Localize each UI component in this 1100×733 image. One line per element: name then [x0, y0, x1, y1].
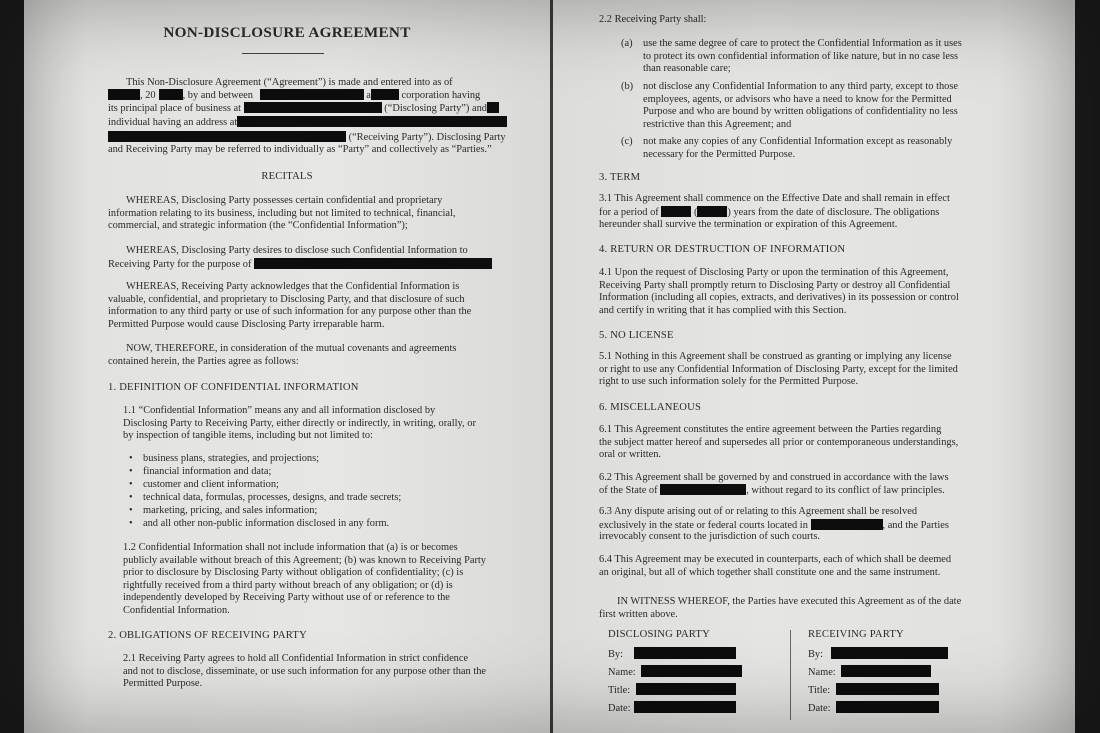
clause-1-1: 1.1 “Confidential Information” means any and all information disclosed by Disclosing Party to Receiving Party, either directly or indirectly, in writing, orally, or by inspection of tangible items, including but not limited to: — [123, 405, 476, 442]
disclosing-signature-block — [608, 629, 788, 719]
list-item: • financial information and data; — [123, 465, 401, 478]
clause-6-2-line-2: of the State of , without regard to its conflict of law principles. — [599, 485, 945, 496]
clause-2-2-b: (b) not disclose any Confidential Information to any third party, except to those employees, agents, or advisors who have a need to know for the Permitted Purpose and who are bound by written obligations of confidentiality no less restrictive than this Agreement; and — [621, 81, 959, 130]
clause-2-2-a: (a) use the same degree of care to protect the Confidential Information as it uses to protect its own confidential information of like nature, but in no case less than reasonable care; — [621, 38, 962, 75]
section-5-heading: 5. NO LICENSE — [599, 330, 674, 341]
now-therefore: NOW, THEREFORE, in consideration of the mutual covenants and agreements contained herein, the Parties agree as follows: — [108, 343, 457, 367]
whereas-2-line-2: Receiving Party for the purpose of — [108, 258, 492, 270]
sig-title-row: Title: — [808, 683, 988, 701]
whereas-2-line-1: WHEREAS, Disclosing Party desires to disclose such Confidential Information to — [126, 245, 468, 256]
redaction-signing-date[interactable] — [836, 701, 939, 713]
recitals-heading: RECITALS — [261, 171, 313, 182]
sig-date-row: Date: — [608, 701, 788, 719]
redaction-disclosing-address — [244, 102, 382, 113]
section-2-heading: 2. OBLIGATIONS OF RECEIVING PARTY — [108, 630, 307, 641]
redaction-permitted-purpose — [254, 258, 492, 269]
clause-2-2: 2.2 Receiving Party shall: — [599, 14, 707, 25]
receiving-party-label: RECEIVING PARTY — [808, 629, 904, 640]
redaction-term-number — [697, 206, 727, 217]
redaction-disclosing-name — [260, 89, 364, 100]
redaction-signature[interactable] — [634, 647, 736, 659]
redaction-signing-date[interactable] — [634, 701, 736, 713]
sig-name-row: Name: — [808, 665, 988, 683]
right-page — [553, 0, 1075, 733]
redaction-signer-title[interactable] — [836, 683, 939, 695]
clause-5-1: 5.1 Nothing in this Agreement shall be construed as granting or implying any license or right to use any Confidential Information of Disclosing Party, except for the limited right to use such information solely for the Permitted Purpose. — [599, 351, 958, 388]
preamble-line-1: This Non-Disclosure Agreement (“Agreement”) is made and entered into as of — [126, 77, 453, 88]
clause-2-2-c: (c) not make any copies of any Confidential Information except as reasonably necessary for the Permitted Purpose. — [621, 136, 953, 160]
sig-title-row: Title: — [608, 683, 788, 701]
section-6-heading: 6. MISCELLANEOUS — [599, 402, 702, 413]
list-item: • customer and client information; — [123, 478, 401, 491]
disclosing-party-label: DISCLOSING PARTY — [608, 629, 710, 640]
redaction-year — [159, 89, 183, 100]
list-item: • business plans, strategies, and projections; — [123, 452, 401, 465]
clause-6-1: 6.1 This Agreement constitutes the entire agreement between the Parties regarding the subject matter hereof and supersedes all prior or contemporaneous understandings, oral or written. — [599, 424, 959, 461]
clause-6-3-line-2: exclusively in the state or federal courts located in , and the Parties — [599, 520, 949, 531]
whereas-3: WHEREAS, Receiving Party acknowledges that the Confidential Information is valuable, confidential, and proprietary to Disclosing Party, and that disclosure of such information to any third party or use of such information for any purpose other than the Permitted Purpose would cause Disclosing Party irreparable harm. — [108, 281, 472, 330]
section-1-heading: 1. DEFINITION OF CONFIDENTIAL INFORMATION — [108, 382, 359, 393]
title-underline — [242, 53, 324, 54]
redaction-receiving-name — [108, 131, 346, 142]
sig-name-row: Name: — [608, 665, 788, 683]
confidential-info-list — [123, 452, 401, 530]
redaction-receiving-address — [237, 116, 507, 127]
left-page — [24, 0, 550, 733]
list-item: • marketing, pricing, and sales information; — [123, 504, 401, 517]
redaction-venue — [811, 519, 883, 530]
clause-4-1: 4.1 Upon the request of Disclosing Party or upon the termination of this Agreement, Receiving Party shall promptly return to Disclosing Party or destroy all Confidential Information (including all copies, extracts, and derivatives) in its possession or control and certify in writing that it has complied with this Section. — [599, 267, 959, 316]
receiving-signature-block — [808, 629, 988, 719]
clause-6-3-line-1: 6.3 Any dispute arising out of or relating to this Agreement shall be resolved — [599, 506, 918, 517]
list-item: • technical data, formulas, processes, designs, and trade secrets; — [123, 491, 401, 504]
redaction-date — [108, 89, 140, 100]
sig-by-row: By: — [608, 647, 788, 665]
redaction-signer-name[interactable] — [641, 665, 742, 677]
preamble-line-2: , 20 , by and between a corporation having — [108, 89, 480, 101]
sig-date-row: Date: — [808, 701, 988, 719]
redaction-state — [371, 89, 399, 100]
preamble-line-4: individual having an address at — [108, 116, 507, 128]
redaction-signature[interactable] — [831, 647, 948, 659]
clause-6-4: 6.4 This Agreement may be executed in counterparts, each of which shall be deemed an original, but all of which together shall constitute one and the same instrument. — [599, 554, 952, 578]
preamble-line-3: its principal place of business at (“Disclosing Party”) and — [108, 102, 499, 114]
redaction-signer-name[interactable] — [841, 665, 931, 677]
clause-3-1-line-1: 3.1 This Agreement shall commence on the Effective Date and shall remain in effect — [599, 193, 950, 204]
clause-6-3-line-3: irrevocably consent to the jurisdiction of such courts. — [599, 531, 821, 542]
clause-1-2: 1.2 Confidential Information shall not include information that (a) is or becomes publicly available without breach of this Agreement; (b) was known to Receiving Party prior to disclosure by Disclosing Party without obligation of confidentiality; (c) is rightfully received from a third party without breach of any obligation; or (d) is independently developed by Receiving Party without use of or reference to the Confidential Information. — [123, 542, 487, 616]
redaction-signer-title[interactable] — [636, 683, 736, 695]
witness-clause: IN WITNESS WHEREOF, the Parties have executed this Agreement as of the date first written above. — [599, 596, 962, 620]
document-title: NON-DISCLOSURE AGREEMENT — [163, 24, 411, 41]
preamble-line-6: and Receiving Party may be referred to individually as “Party” and collectively as “Parties.” — [108, 144, 492, 155]
section-3-heading: 3. TERM — [599, 172, 641, 183]
redaction-term-words — [661, 206, 691, 217]
section-4-heading: 4. RETURN OR DESTRUCTION OF INFORMATION — [599, 244, 846, 255]
clause-3-1-line-3: hereunder shall survive the termination or expiration of this Agreement. — [599, 219, 898, 230]
signature-divider — [790, 630, 791, 720]
redaction-governing-state — [660, 484, 746, 495]
clause-2-1: 2.1 Receiving Party agrees to hold all Confidential Information in strict confidence and not to disclose, disseminate, or use such information for any purpose other than the Permitted Purpose. — [123, 653, 487, 690]
whereas-1: WHEREAS, Disclosing Party possesses certain confidential and proprietary information relating to its business, including but not limited to technical, financial, commercial, and strategic information (the “Confidential Information”); — [108, 195, 456, 232]
list-item: • and all other non-public information disclosed in any form. — [123, 517, 401, 530]
clause-6-2-line-1: 6.2 This Agreement shall be governed by and construed in accordance with the laws — [599, 472, 949, 483]
redaction-receiving-type — [487, 102, 499, 113]
clause-3-1-line-2: for a period of ( ) years from the date of disclosure. The obligations — [599, 207, 940, 218]
preamble-line-5: (“Receiving Party”). Disclosing Party — [108, 131, 506, 143]
sig-by-row: By: — [808, 647, 988, 665]
